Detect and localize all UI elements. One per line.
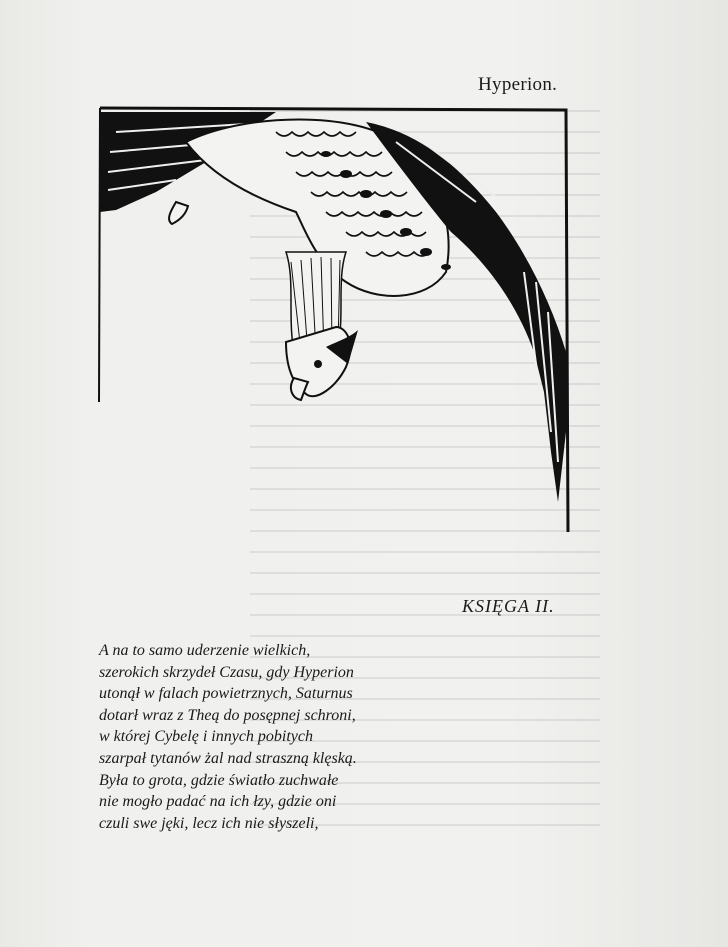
poem-line: szarpał tytanów żal nad straszną klęską. [99, 749, 357, 767]
poem-line: dotarł wraz z Theą do posępnej schroni, [99, 706, 356, 724]
poem-line: utonął w falach powietrznych, Saturnus [99, 685, 353, 703]
poem-line: czuli swe jęki, lecz ich nie słyszeli, [99, 814, 319, 832]
running-head: Hyperion. [478, 74, 558, 95]
poem-line: szerokich skrzydeł Czasu, gdy Hyperion [99, 663, 354, 681]
book-title: KSIĘGA II. [462, 596, 555, 616]
eagle-drawing [96, 102, 576, 538]
poem-line: A na to samo uderzenie wielkich, [99, 642, 311, 659]
poem-text [99, 640, 459, 834]
poem-line: w której Cybelę i innych pobitych [99, 728, 314, 746]
poem-line: Była to grota, gdzie światło zuchwałe [99, 771, 339, 789]
poem-line: nie mogło padać na ich łzy, gdzie oni [99, 793, 337, 811]
bird-illustration [96, 102, 576, 538]
